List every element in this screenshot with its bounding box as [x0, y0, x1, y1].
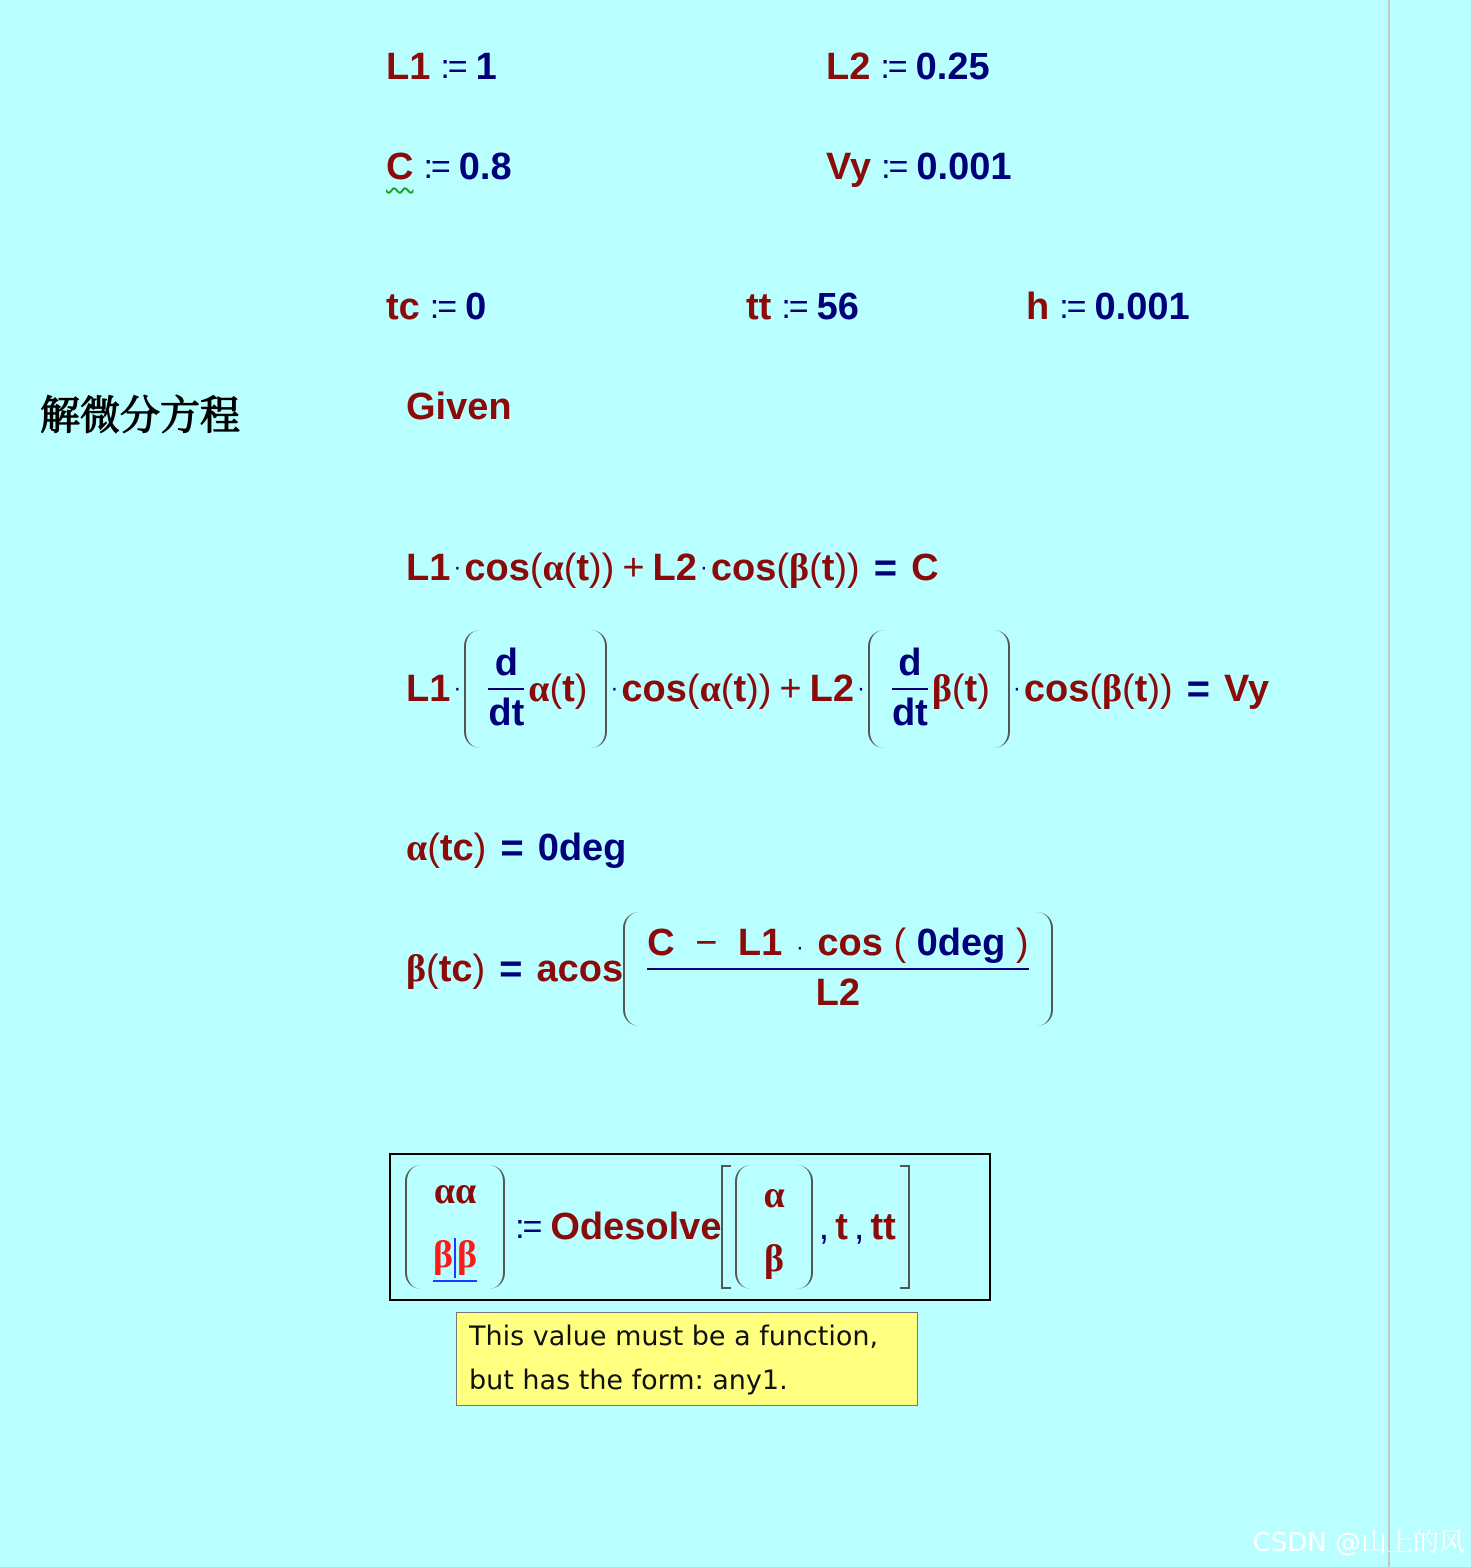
left-paren: [464, 630, 480, 748]
odesolve-expression[interactable]: [405, 1165, 910, 1289]
term-Vy: Vy: [1224, 668, 1270, 710]
paren: (: [549, 668, 563, 710]
term-L1: L1: [406, 668, 451, 710]
func-cos: cos: [621, 668, 687, 710]
assign-op: :=: [429, 288, 456, 326]
result-alpha-alpha[interactable]: αα: [433, 1169, 477, 1212]
paren: ): [574, 668, 588, 710]
left-bracket: [721, 1165, 731, 1289]
assign-op: :=: [423, 148, 449, 186]
paren: (: [563, 547, 577, 589]
var-name: L2: [826, 46, 871, 88]
initial-condition-beta[interactable]: [406, 912, 1053, 1026]
var-value: 56: [816, 286, 859, 328]
multiply-dot: ·: [699, 554, 708, 581]
multiply-dot: ·: [610, 675, 619, 702]
multiply-dot: ·: [453, 675, 462, 702]
equation-constraint-c[interactable]: [406, 548, 939, 588]
def-tc[interactable]: [386, 288, 486, 326]
term-L2: L2: [809, 668, 854, 710]
var-value: 0: [465, 286, 487, 328]
right-bracket: [900, 1165, 910, 1289]
symbol-alpha: α: [528, 668, 550, 710]
func-odesolve: Odesolve: [550, 1206, 722, 1248]
symbol-t: t: [733, 668, 747, 710]
paren: )): [746, 668, 772, 710]
error-message-line1: This value must be a function,: [469, 1321, 879, 1352]
var-value: 0.001: [916, 146, 1012, 188]
arg-alpha: α: [763, 1174, 785, 1216]
paren: (: [893, 922, 907, 965]
error-tooltip: [456, 1312, 918, 1406]
var-value: 0.25: [915, 46, 990, 88]
symbol-beta: β: [931, 668, 952, 710]
paren: (: [809, 547, 822, 589]
def-L1[interactable]: [386, 48, 497, 86]
derivative-dt: dt: [488, 692, 525, 734]
left-paren: [405, 1165, 421, 1289]
term-L1: L1: [406, 547, 451, 589]
var-value: 0.8: [458, 146, 512, 188]
fraction-numerator: [647, 924, 1028, 964]
paren: (: [686, 668, 700, 710]
paren: )): [1147, 668, 1173, 710]
value-0deg: 0deg: [537, 827, 627, 869]
fraction-denominator: L2: [815, 972, 861, 1014]
initial-condition-alpha[interactable]: [406, 828, 626, 868]
result-vector: [425, 1164, 485, 1290]
symbol-beta: β: [1101, 668, 1123, 710]
multiply-dot: ·: [453, 554, 462, 581]
derivative-d: d: [494, 642, 518, 685]
def-L2[interactable]: [826, 48, 990, 86]
paren: (: [427, 827, 440, 869]
bold-equals: =: [500, 826, 524, 870]
func-acos: acos: [536, 948, 624, 990]
derivative-dt: dt: [891, 692, 928, 734]
paren: (: [776, 547, 790, 589]
symbol-alpha: α: [406, 827, 428, 869]
right-paren: [797, 1165, 813, 1289]
var-value: 1: [475, 46, 497, 88]
assign-op: :=: [1059, 288, 1085, 326]
symbol-t: t: [964, 668, 978, 710]
paren: ): [977, 668, 990, 710]
paren: ): [1015, 922, 1029, 965]
func-cos: cos: [1023, 668, 1090, 710]
symbol-beta: β: [457, 1233, 478, 1276]
paren: ): [472, 948, 486, 990]
def-C[interactable]: [386, 148, 512, 186]
paren: (: [426, 948, 439, 990]
symbol-alpha: α: [699, 668, 721, 710]
def-tt[interactable]: [746, 288, 859, 326]
paren: )): [589, 547, 615, 589]
paren: (: [529, 547, 543, 589]
func-cos: cos: [710, 547, 777, 589]
multiply-dot: ·: [795, 934, 804, 962]
right-paren: [1037, 912, 1053, 1026]
paren: )): [834, 547, 860, 589]
term-L1: L1: [737, 922, 783, 965]
func-cos: cos: [817, 922, 883, 965]
multiply-dot: ·: [856, 675, 865, 702]
assign-op: :=: [781, 288, 807, 326]
equation-constraint-vy[interactable]: [406, 630, 1269, 748]
fraction-bar: [488, 688, 524, 690]
multiply-dot: ·: [1012, 675, 1021, 702]
plus-op: +: [779, 668, 802, 710]
left-paren: [868, 630, 884, 748]
bold-equals: =: [873, 546, 898, 590]
symbol-t: t: [1134, 668, 1148, 710]
term-C: C: [647, 922, 675, 965]
assign-op: :=: [515, 1208, 541, 1246]
right-paren: [591, 630, 607, 748]
term-C: C: [911, 547, 939, 589]
symbol-tc: tc: [438, 948, 473, 990]
paren: ): [473, 827, 487, 869]
watermark: CSDN @山上的风: [1252, 1528, 1465, 1558]
argument-vector: [755, 1168, 792, 1286]
var-name: C: [386, 146, 414, 188]
symbol-beta: β: [406, 948, 427, 990]
arg-beta: β: [764, 1238, 785, 1280]
given-keyword[interactable]: [406, 388, 512, 426]
plus-op: +: [622, 547, 645, 589]
given-text: Given: [406, 386, 512, 428]
assign-op: :=: [440, 48, 466, 86]
derivative-operator: [892, 644, 928, 734]
assign-op: :=: [881, 148, 907, 186]
term-L2: L2: [652, 547, 697, 589]
symbol-t: t: [576, 547, 590, 589]
comma: ,: [853, 1206, 865, 1248]
bold-equals: =: [499, 947, 523, 991]
text-cursor: [454, 1238, 456, 1278]
right-paren: [489, 1165, 505, 1289]
left-paren: [735, 1165, 751, 1289]
error-message-line2: but has the form: any1.: [469, 1365, 788, 1396]
paren: (: [1089, 668, 1102, 710]
var-name: tc: [386, 286, 420, 328]
symbol-alpha: α: [542, 547, 564, 589]
var-name: tt: [746, 286, 772, 328]
paren: (: [1122, 668, 1135, 710]
value-0deg: 0deg: [916, 922, 1006, 965]
var-name: h: [1026, 286, 1050, 328]
fraction-bar: [647, 968, 1028, 970]
symbol-beta: β: [433, 1233, 454, 1276]
def-Vy[interactable]: [826, 148, 1011, 186]
def-h[interactable]: [1026, 288, 1190, 326]
derivative-d: d: [898, 642, 922, 685]
derivative-operator: [488, 644, 524, 734]
right-paren: [994, 630, 1010, 748]
comma: ,: [818, 1206, 830, 1248]
func-cos: cos: [464, 547, 530, 589]
var-value: 0.001: [1094, 286, 1190, 328]
symbol-t: t: [821, 547, 835, 589]
symbol-tc: tc: [439, 827, 474, 869]
var-name: Vy: [826, 146, 872, 188]
paren: (: [951, 668, 965, 710]
arg-tt: tt: [870, 1206, 896, 1248]
symbol-t: t: [562, 668, 575, 710]
section-label[interactable]: 解微分方程: [40, 392, 240, 439]
var-name: L1: [386, 46, 431, 88]
paren: (: [720, 668, 734, 710]
fraction: [647, 924, 1028, 1014]
result-beta-beta-error[interactable]: [433, 1233, 478, 1282]
left-paren: [623, 912, 639, 1026]
assign-op: :=: [880, 48, 906, 86]
page-margin-line: [1388, 0, 1390, 1567]
symbol-beta: β: [789, 547, 810, 589]
arg-t: t: [835, 1206, 848, 1248]
fraction-bar: [892, 688, 928, 690]
bold-equals: =: [1186, 667, 1210, 711]
odesolve-region-selected[interactable]: [389, 1153, 991, 1301]
minus-op: −: [695, 922, 718, 965]
